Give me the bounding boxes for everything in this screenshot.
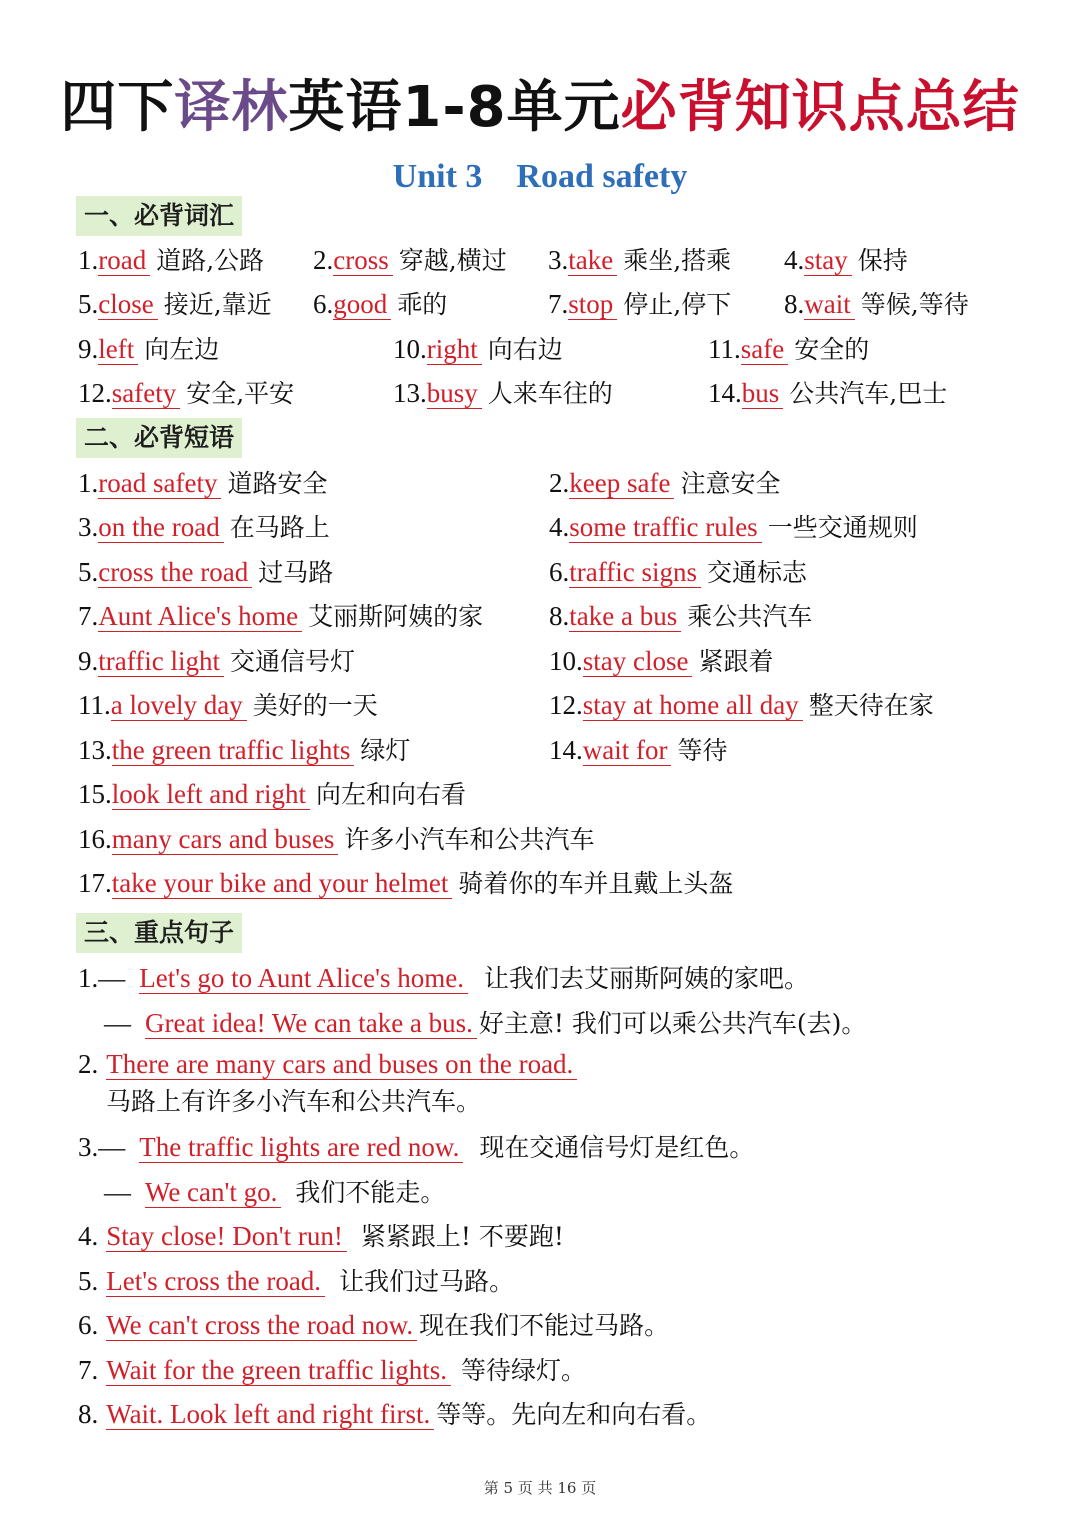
vocab-item: 1.road 道路,公路 bbox=[78, 245, 265, 275]
vocab-item: 11.safe 安全的 bbox=[708, 334, 870, 364]
title-part-summary: 必背知识点总结 bbox=[620, 75, 1020, 140]
vocab-item: 5.close 接近,靠近 bbox=[78, 289, 272, 319]
vocab-item: 14.bus 公共汽车,巴士 bbox=[708, 378, 948, 408]
phrase-item: 8.take a bus 乘公共汽车 bbox=[549, 601, 813, 631]
sentence-item: 3.— The traffic lights are red now. 现在交通信号灯是红色。 bbox=[78, 1132, 755, 1162]
vocab-item: 10.right 向右边 bbox=[393, 334, 563, 364]
section-sentence-heading: 三、重点句子 bbox=[76, 913, 242, 953]
phrase-item: 9.traffic light 交通信号灯 bbox=[78, 646, 355, 676]
sentence-translation: 马路上有许多小汽车和公共汽车。 bbox=[106, 1087, 482, 1116]
sentence-item: 5. Let's cross the road. 让我们过马路。 bbox=[78, 1266, 515, 1296]
vocab-item: 6.good 乖的 bbox=[313, 289, 448, 319]
title-part-publisher: 译林 bbox=[174, 75, 289, 140]
phrase-item: 12.stay at home all day 整天待在家 bbox=[549, 690, 934, 720]
phrase-item: 7.Aunt Alice's home 艾丽斯阿姨的家 bbox=[78, 601, 484, 631]
phrase-item: 1.road safety 道路安全 bbox=[78, 468, 328, 498]
phrase-item: 6.traffic signs 交通标志 bbox=[549, 557, 807, 587]
vocab-item: 9.left 向左边 bbox=[78, 334, 220, 364]
vocab-item: 7.stop 停止,停下 bbox=[548, 289, 732, 319]
phrase-item: 10.stay close 紧跟着 bbox=[549, 646, 774, 676]
phrase-item: 5.cross the road 过马路 bbox=[78, 557, 334, 587]
sentence-item: 1.— Let's go to Aunt Alice's home. 让我们去艾丽斯阿姨的家吧。 bbox=[78, 963, 809, 993]
vocab-item: 12.safety 安全,平安 bbox=[78, 378, 295, 408]
title-part-grade: 四下 bbox=[60, 75, 175, 140]
sentence-item: 4. Stay close! Don't run! 紧紧跟上! 不要跑! bbox=[78, 1221, 564, 1251]
vocab-item: 4.stay 保持 bbox=[784, 245, 908, 275]
phrase-item: 11.a lovely day 美好的一天 bbox=[78, 690, 378, 720]
sentence-item: 8. Wait. Look left and right first. 等等。先向左和向右看。 bbox=[78, 1399, 712, 1429]
phrase-item: 17.take your bike and your helmet 骑着你的车并且戴上头盔 bbox=[78, 868, 734, 898]
page-title bbox=[0, 72, 1080, 144]
phrase-item: 13.the green traffic lights 绿灯 bbox=[78, 735, 411, 765]
unit-title: Unit 3 Road safety bbox=[392, 158, 688, 195]
phrase-item: 4.some traffic rules 一些交通规则 bbox=[549, 512, 918, 542]
phrase-item: 14.wait for 等待 bbox=[549, 735, 728, 765]
title-part-subject: 英语1-8单元 bbox=[288, 75, 621, 140]
phrase-item: 15.look left and right 向左和向右看 bbox=[78, 779, 466, 809]
section-phrase-heading: 二、必背短语 bbox=[76, 418, 242, 458]
section-vocab-heading: 一、必背词汇 bbox=[76, 196, 242, 236]
phrase-item: 2.keep safe 注意安全 bbox=[549, 468, 781, 498]
phrase-item: 16.many cars and buses 许多小汽车和公共汽车 bbox=[78, 824, 595, 854]
phrase-item: 3.on the road 在马路上 bbox=[78, 512, 330, 542]
sentence-item: — We can't go. 我们不能走。 bbox=[104, 1177, 446, 1207]
vocab-item: 2.cross 穿越,横过 bbox=[313, 245, 507, 275]
page-number-footer: 第 5 页 共 16 页 bbox=[483, 1479, 597, 1497]
vocab-item: 8.wait 等候,等待 bbox=[784, 289, 969, 319]
sentence-item: 7. Wait for the green traffic lights. 等待绿灯。 bbox=[78, 1355, 586, 1385]
sentence-item: 2. There are many cars and buses on the road. bbox=[78, 1044, 577, 1085]
vocab-item: 13.busy 人来车往的 bbox=[393, 378, 613, 408]
vocab-item: 3.take 乘坐,搭乘 bbox=[548, 245, 732, 275]
sentence-item: — Great idea! We can take a bus. 好主意! 我们可以乘公共汽车(去)。 bbox=[104, 1008, 867, 1038]
sentence-item: 6. We can't cross the road now. 现在我们不能过马路。 bbox=[78, 1310, 670, 1340]
